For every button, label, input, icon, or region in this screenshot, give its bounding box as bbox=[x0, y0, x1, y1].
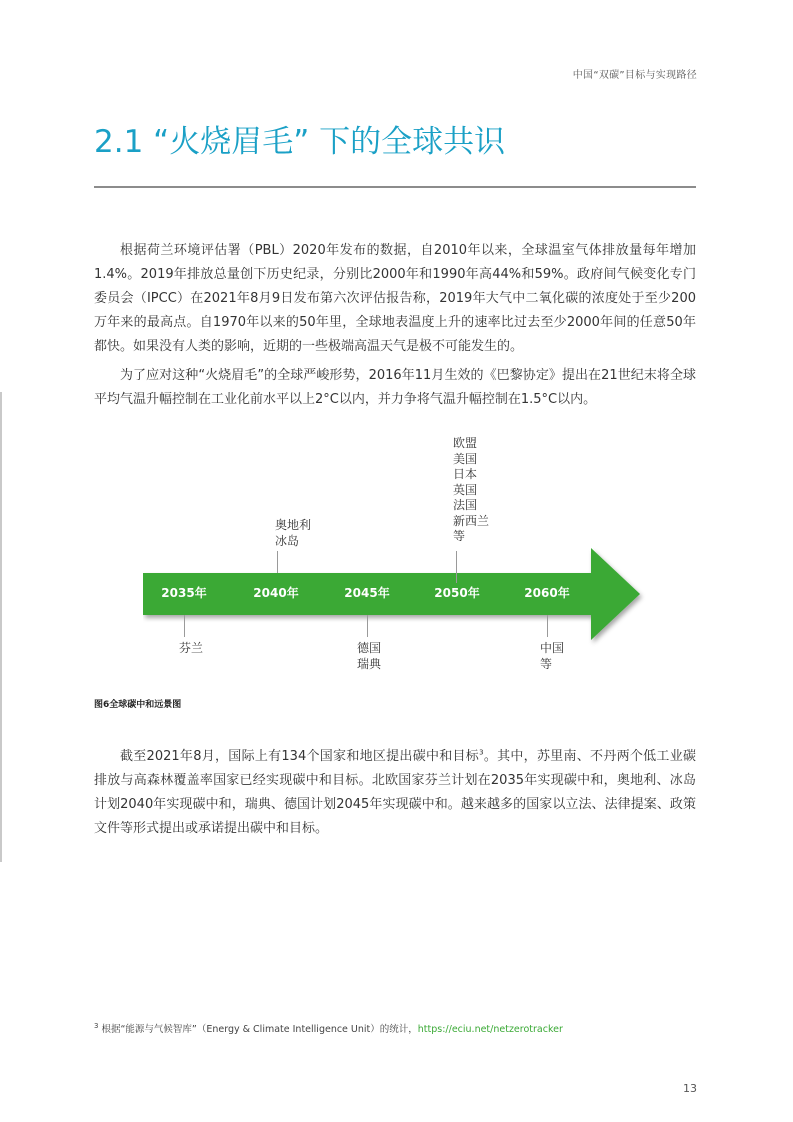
connector-2045 bbox=[367, 615, 368, 637]
country-austria: 奥地利 bbox=[275, 518, 312, 532]
paragraph-emissions: 根据荷兰环境评估署（PBL）2020年发布的数据，自2010年以来，全球温室气体排放量每年增加1.4%。2019年排放总量创下历史纪录，分别比2000年和1990年高44%和59%。政府间气候变化专门委员会（IPCC）在2021年8月9日发布第六次评估报告称，2019年大气中二氧化碳的浓度处于至少200万年来的最高点。自1970年以来的50年里，全球地表温度上升的速率比过去至少2000年间的任意50年都快。如果没有人类的影响，近期的一些极端高温天气是极不可能发生的。 bbox=[94, 243, 696, 354]
page-edge-bar bbox=[0, 392, 2, 862]
section-title: 2.1 “火烧眉毛” 下的全球共识 bbox=[94, 124, 506, 160]
year-2040: 2040年 bbox=[253, 586, 299, 600]
country-sweden: 瑞典 bbox=[357, 656, 382, 671]
p3-text-main: 截至2021年8月，国际上有134个国家和地区提出碳中和目标 bbox=[120, 749, 480, 764]
country-uk: 英国 bbox=[453, 482, 478, 497]
country-china: 中国 bbox=[540, 641, 565, 655]
paragraph-carbon-neutral-targets bbox=[94, 745, 696, 841]
footnote bbox=[94, 1021, 563, 1035]
paragraph-paris-agreement: 为了应对这种“火烧眉毛”的全球严峻形势，2016年11月生效的《巴黎协定》提出在21世纪末将全球平均气温升幅控制在工业化前水平以上2°C以内，并力争将气温升幅控制在1.5°C以内。 bbox=[94, 368, 696, 407]
footnote-marker: 3 bbox=[94, 1021, 99, 1030]
year-2060: 2060年 bbox=[524, 586, 570, 600]
page-number: 13 bbox=[683, 1082, 697, 1095]
country-new-zealand: 新西兰 bbox=[453, 513, 490, 528]
country-usa: 美国 bbox=[453, 451, 478, 466]
connector-2035 bbox=[184, 615, 185, 637]
footnote-text: 根据“能源与气候智库”（Energy & Climate Intelligence Unit）的统计， bbox=[101, 1024, 418, 1035]
countries-2040 bbox=[275, 518, 311, 549]
year-2050: 2050年 bbox=[434, 586, 480, 600]
country-finland: 芬兰 bbox=[179, 641, 204, 655]
running-header: 中国“双碳”目标与实现路径 bbox=[572, 70, 697, 81]
timeline-arrow bbox=[143, 548, 649, 656]
country-etc-2060: 等 bbox=[540, 656, 553, 671]
country-eu: 欧盟 bbox=[453, 436, 478, 450]
footnote-link[interactable]: https://eciu.net/netzerotracker bbox=[417, 1024, 563, 1035]
country-france: 法国 bbox=[453, 498, 478, 512]
year-2035: 2035年 bbox=[161, 586, 207, 600]
title-divider bbox=[94, 186, 696, 188]
country-japan: 日本 bbox=[453, 467, 478, 481]
connector-2050 bbox=[456, 551, 457, 583]
countries-2060 bbox=[540, 641, 564, 672]
year-2045: 2045年 bbox=[344, 586, 390, 600]
country-etc: 等 bbox=[453, 529, 466, 543]
countries-2050 bbox=[453, 436, 489, 545]
country-germany: 德国 bbox=[357, 641, 382, 655]
p3-text-rest: 。其中，苏里南、不丹两个低工业碳排放与高森林覆盖率国家已经实现碳中和目标。北欧国家芬兰计划在2035年实现碳中和，奥地利、冰岛计划2040年实现碳中和，瑞典、德国计划2045年实现碳中和。越来越多的国家以立法、法律提案、政策文件等形式提出或承诺提出碳中和目标。 bbox=[94, 749, 696, 836]
country-iceland: 冰岛 bbox=[275, 533, 300, 548]
countries-2035 bbox=[179, 641, 203, 657]
footnote-ref[interactable]: 3 bbox=[479, 748, 484, 757]
connector-2040 bbox=[277, 551, 278, 573]
figure-caption: 图6全球碳中和远景图 bbox=[94, 700, 182, 710]
connector-2060 bbox=[547, 615, 548, 637]
countries-2045 bbox=[357, 641, 381, 672]
